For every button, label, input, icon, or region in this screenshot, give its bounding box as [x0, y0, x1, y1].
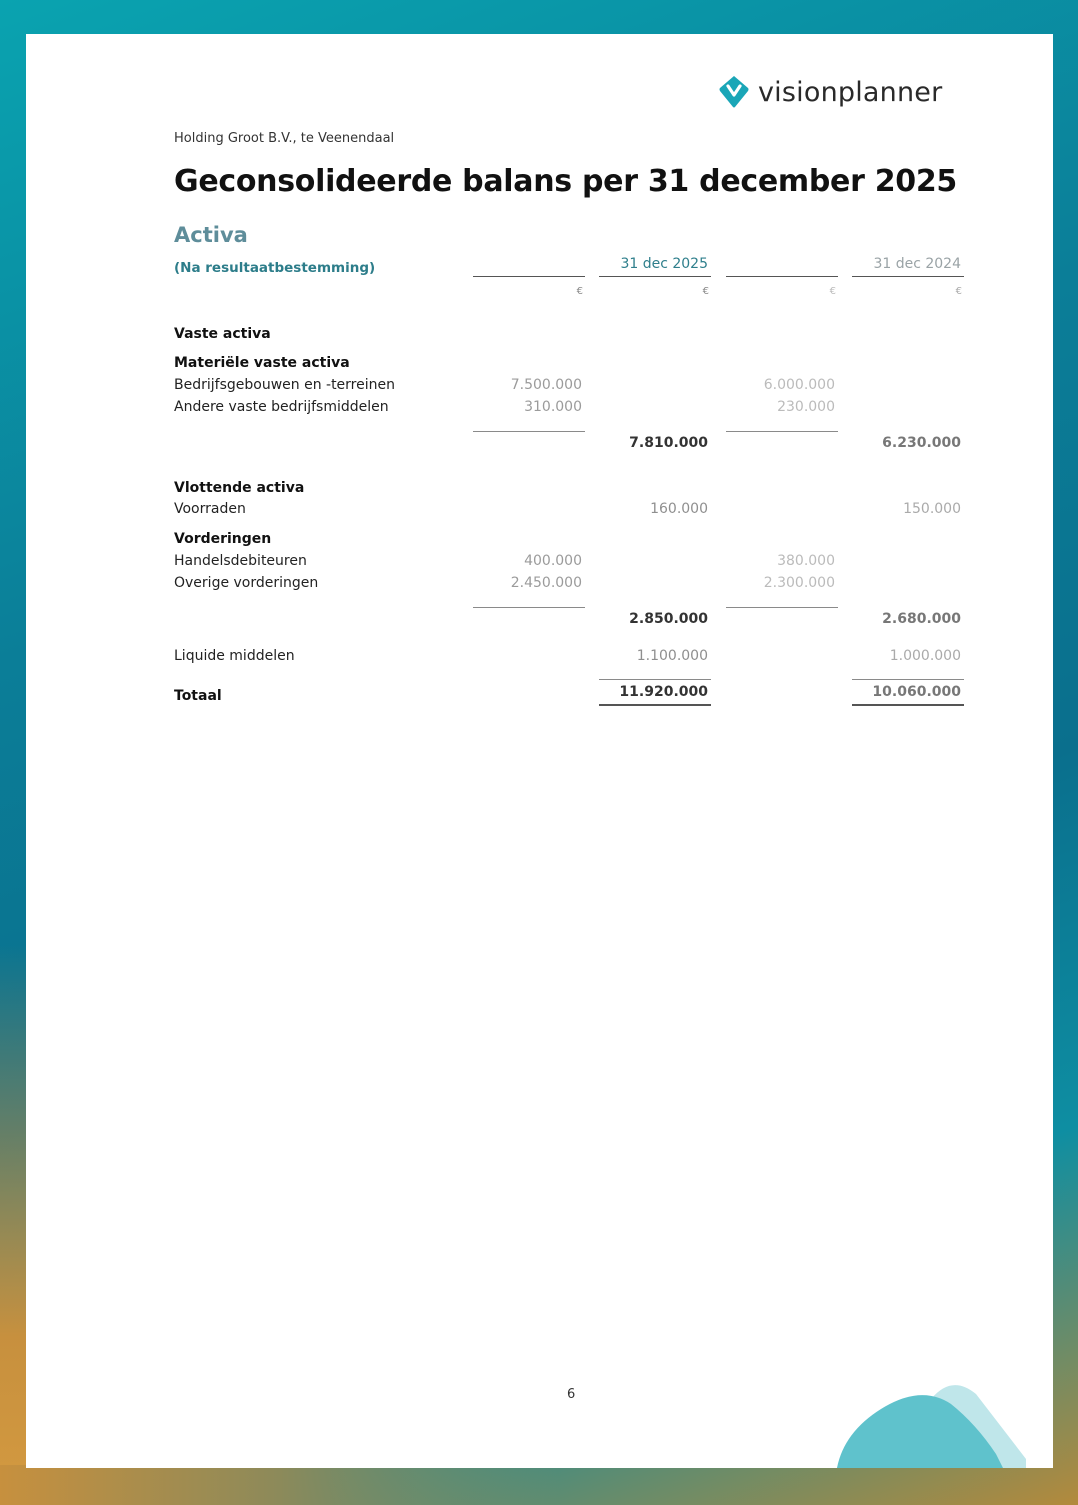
row-label-totaal: Totaal	[174, 688, 222, 704]
company-line: Holding Groot B.V., te Veenendaal	[174, 131, 395, 146]
header-rule-col4	[852, 276, 964, 277]
value-totaal-2025: 11.920.000	[619, 684, 708, 700]
value-liquide-2024: 1.000.000	[889, 648, 961, 664]
value-handelsdebiteuren-2025: 400.000	[524, 553, 582, 569]
header-rule-col1	[473, 276, 585, 277]
row-label-voorraden: Voorraden	[174, 501, 246, 517]
subtotal-rule-vorderingen-col3	[726, 607, 838, 608]
background-glow-bottom	[0, 1465, 560, 1505]
currency-col3: €	[829, 286, 836, 297]
currency-col2: €	[702, 286, 709, 297]
section-note: (Na resultaatbestemming)	[174, 260, 376, 276]
column-header-previous: 31 dec 2024	[873, 256, 961, 272]
value-voorraden-2025: 160.000	[650, 501, 708, 517]
row-label-vaste-activa: Vaste activa	[174, 326, 271, 342]
subtotal-rule-vorderingen-col1	[473, 607, 585, 608]
value-vorderingen-total-2024: 2.680.000	[882, 611, 961, 627]
value-totaal-2024: 10.060.000	[872, 684, 961, 700]
column-header-current: 31 dec 2025	[620, 256, 708, 272]
currency-col4: €	[955, 286, 962, 297]
decorative-corner-shape	[826, 1364, 1026, 1468]
header-rule-col2	[599, 276, 711, 277]
brand-logo	[718, 74, 942, 110]
value-andere-2025: 310.000	[524, 399, 582, 415]
total-rule-bottom-col4	[852, 704, 964, 706]
value-materiele-total-2024: 6.230.000	[882, 435, 961, 451]
total-rule-bottom-col2	[599, 704, 711, 706]
value-overige-2025: 2.450.000	[510, 575, 582, 591]
page-number: 6	[567, 1387, 576, 1402]
value-vorderingen-total-2025: 2.850.000	[629, 611, 708, 627]
row-label-vorderingen: Vorderingen	[174, 531, 272, 547]
value-voorraden-2024: 150.000	[903, 501, 961, 517]
total-rule-top-col4	[852, 679, 964, 680]
total-rule-top-col2	[599, 679, 711, 680]
row-label-vlottende-activa: Vlottende activa	[174, 480, 305, 496]
row-label-andere-vaste-bedrijfsmiddelen: Andere vaste bedrijfsmiddelen	[174, 399, 389, 415]
value-bedrijfsgebouwen-2024: 6.000.000	[763, 377, 835, 393]
row-label-handelsdebiteuren: Handelsdebiteuren	[174, 553, 307, 569]
brand-name: visionplanner	[758, 76, 943, 108]
currency-col1: €	[576, 286, 583, 297]
value-handelsdebiteuren-2024: 380.000	[777, 553, 835, 569]
row-label-bedrijfsgebouwen: Bedrijfsgebouwen en -terreinen	[174, 377, 395, 393]
value-bedrijfsgebouwen-2025: 7.500.000	[510, 377, 582, 393]
value-overige-2024: 2.300.000	[763, 575, 835, 591]
value-andere-2024: 230.000	[777, 399, 835, 415]
section-heading: Activa	[174, 223, 248, 247]
page-title: Geconsolideerde balans per 31 december 2025	[174, 164, 958, 199]
value-liquide-2025: 1.100.000	[636, 648, 708, 664]
header-rule-col3	[726, 276, 838, 277]
row-label-materiele-vaste-activa: Materiële vaste activa	[174, 355, 350, 371]
document-page	[26, 34, 1053, 1468]
visionplanner-logo-icon	[718, 75, 750, 109]
row-label-liquide-middelen: Liquide middelen	[174, 648, 295, 664]
subtotal-rule-col3	[726, 431, 838, 432]
value-materiele-total-2025: 7.810.000	[629, 435, 708, 451]
row-label-overige-vorderingen: Overige vorderingen	[174, 575, 319, 591]
subtotal-rule-col1	[473, 431, 585, 432]
